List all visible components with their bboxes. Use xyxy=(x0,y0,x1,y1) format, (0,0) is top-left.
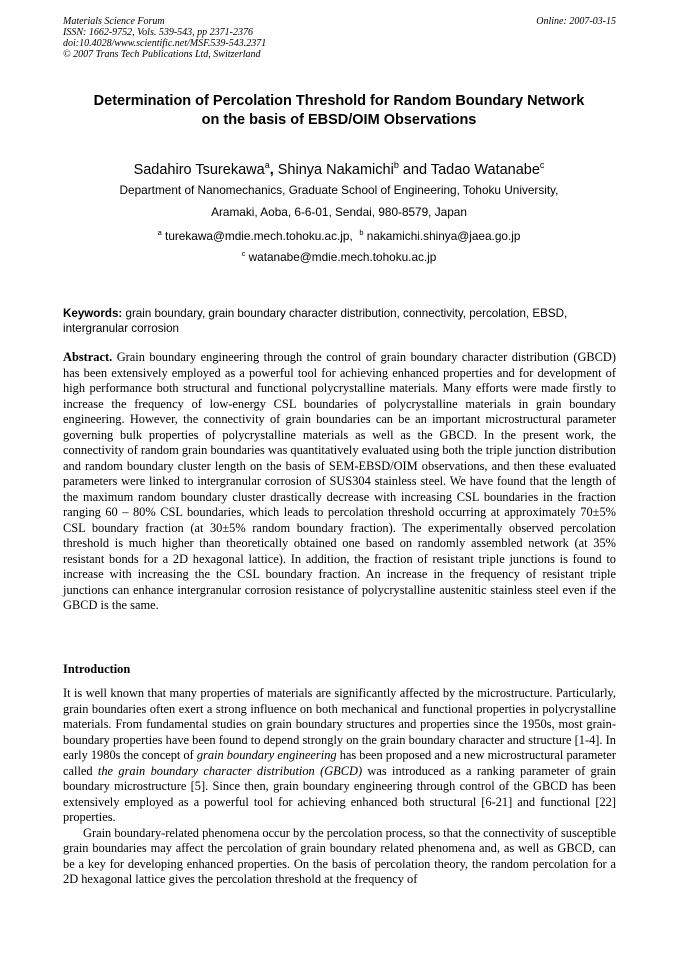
abstract-label: Abstract. xyxy=(63,350,113,364)
email-a: turekawa@mdie.mech.tohoku.ac.jp, xyxy=(161,228,353,243)
title-line-1: Determination of Percolation Threshold for Random Boundary Network xyxy=(93,93,585,109)
email-c: watanabe@mdie.mech.tohoku.ac.jp xyxy=(245,249,437,264)
email-b: nakamichi.shinya@jaea.go.jp xyxy=(363,228,521,243)
author-2-mark: b xyxy=(393,160,399,170)
doi-line: doi:10.4028/www.scientific.net/MSF.539-543.2371 xyxy=(63,38,267,49)
intro-p1-part-b: has been proposed and a new microstructural parameter called xyxy=(63,748,616,778)
issn-line: ISSN: 1662-9752, Vols. 539-543, pp 2371-2376 xyxy=(63,27,253,38)
author-1-mark: a xyxy=(264,160,270,170)
keywords xyxy=(63,306,618,336)
keywords-label: Keywords: xyxy=(63,307,123,320)
affiliation-line-1: Department of Nanomechanics, Graduate School of Engineering, Tohoku University, xyxy=(119,183,559,197)
email-a-mark: a xyxy=(157,228,162,237)
intro-term-gbe: grain boundary engineering xyxy=(196,748,337,762)
intro-paragraph-1 xyxy=(63,686,616,826)
author-3: and Tadao Watanabe xyxy=(398,161,540,178)
email-c-mark: c xyxy=(241,249,246,258)
intro-p1-part-a: It is well known that many properties of materials are significantly affected by the microstructure. Particularly, grain boundaries often exert a strong influence on both mechanical and functional properties in polycrystalline materials. From fundamental studies on grain boundary structures and properties since the 1950s, most grain-boundary properties have been found to depend strongly on the grain boundary character and structure [1-4]. In early 1980s the concept of xyxy=(63,686,616,762)
keywords-text: grain boundary, grain boundary character distribution, connectivity, percolation, EBSD, intergranular corrosion xyxy=(63,307,568,335)
intro-paragraph-2: Grain boundary-related phenomena occur by the percolation process, so that the connectivity of susceptible grain boundaries may affect the percolation of grain boundary related phenomena and, as well as GBCD, can be a key for developing enhanced properties. On the basis of percolation theory, the random percolation for a 2D hexagonal lattice gives the percolation threshold at the frequency of xyxy=(63,825,616,886)
intro-term-gbcd: the grain boundary character distribution (GBCD) xyxy=(97,763,363,778)
author-list xyxy=(50,156,628,179)
journal-header xyxy=(63,16,616,60)
email-b-mark: b xyxy=(359,228,364,237)
paper-title xyxy=(50,92,628,130)
online-date: Online: 2007-03-15 xyxy=(536,16,616,27)
introduction-heading: Introduction xyxy=(63,662,131,676)
email-line-2 xyxy=(50,247,628,264)
abstract xyxy=(63,350,616,614)
introduction-body xyxy=(63,686,616,888)
author-1: Sadahiro Tsurekawa xyxy=(133,161,265,178)
affiliation-line-2: Aramaki, Aoba, 6-6-01, Sendai, 980-8579, Japan xyxy=(211,205,467,219)
abstract-text: Grain boundary engineering through the control of grain boundary character distribution (GBCD) has been extensively employed as a powerful tool for achieving enhanced properties and for development of high performance both structural and functional polycrystalline materials. Many efforts were made firstly to increase the frequency of low-energy CSL boundaries of polycrystalline materials in grain boundary engineering. However, the connectivity of grain boundaries can be an important microstructural parameter governing bulk properties of polycrystalline materials as well as the GBCD. In the present work, the connectivity of random grain boundaries was quantitatively evaluated using both the triple junction distribution and random boundary cluster length on the basis of SEM-EBSD/OIM observations, and then these evaluated parameters were linked to intergranular corrosion of SUS304 stainless steel. We have found that the length of the maximum random boundary cluster drastically decrease with increasing CSL boundaries in the fraction ranging 60 – 80% CSL boundaries, which leads to percolation threshold occurring at approximately 70±5% CSL boundary fraction (at 30±5% random boundary fraction). The experimentally observed percolation threshold is much higher than theoretically obtained one based on randomly assembled network (at 35% resistant bonds for a 2D hexagonal lattice). In addition, the fraction of resistant triple junctions is found to increase with increasing the the CSL boundary fraction. An increase in the frequency of resistant triple junctions can enhance intergranular corrosion resistance of polycrystalline austenitic stainless steel even if the GBCD is the same. xyxy=(63,350,616,612)
author-2: Shinya Nakamichi xyxy=(273,161,394,178)
author-separator: , xyxy=(269,161,274,178)
author-3-mark: c xyxy=(539,160,545,170)
journal-name: Materials Science Forum xyxy=(63,16,165,27)
email-line-1 xyxy=(50,226,628,243)
title-line-2: on the basis of EBSD/OIM Observations xyxy=(201,112,477,128)
copyright-line: © 2007 Trans Tech Publications Ltd, Switzerland xyxy=(63,49,261,60)
intro-p1-part-c: was introduced as a ranking parameter of grain boundary microstructure [5]. Since then, grain boundary engineering through control of the GBCD has been extensively employed as a powerful tool for achieving enhanced both structural [6-21] and functional [22] properties. xyxy=(63,763,616,824)
